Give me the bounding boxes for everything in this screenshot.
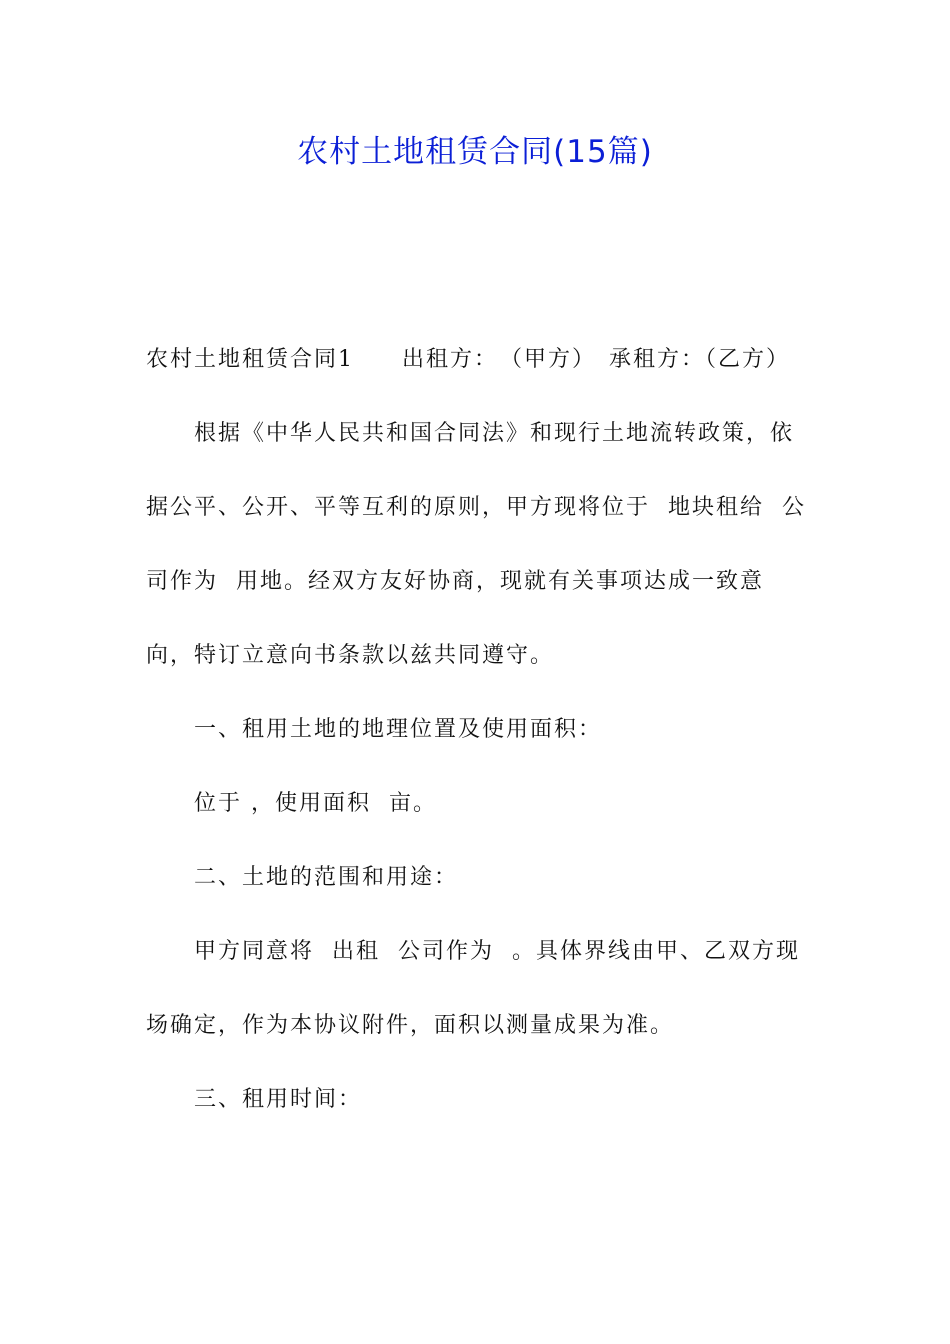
section-1-content: 位于 ，使用面积 亩。 — [194, 791, 437, 816]
preamble-paragraph: 根据《中华人民共和国合同法》和现行土地流转政策，依据公平、公开、平等互利的原则，甲方现将位于 地块租给 公司作为 用地。经双方友好协商，现就有关事项达成一致意向，特订立意向书条款以兹共同遵守。 — [146, 421, 806, 668]
contract-heading-parties: 农村土地租赁合同1 出租方： （甲方） 承租方：（乙方） — [146, 347, 790, 372]
section-1-heading: 一、租用土地的地理位置及使用面积： — [194, 717, 603, 742]
section-2-content: 甲方同意将 出租 公司作为 。具体界线由甲、乙双方现场确定，作为本协议附件，面积以测量成果为准。 — [146, 939, 800, 1038]
document-title: 农村土地租赁合同(15篇) — [297, 134, 653, 170]
document-body — [146, 323, 806, 1137]
section-3-heading: 三、租用时间： — [194, 1087, 363, 1112]
section-2-heading: 二、土地的范围和用途： — [194, 865, 459, 890]
